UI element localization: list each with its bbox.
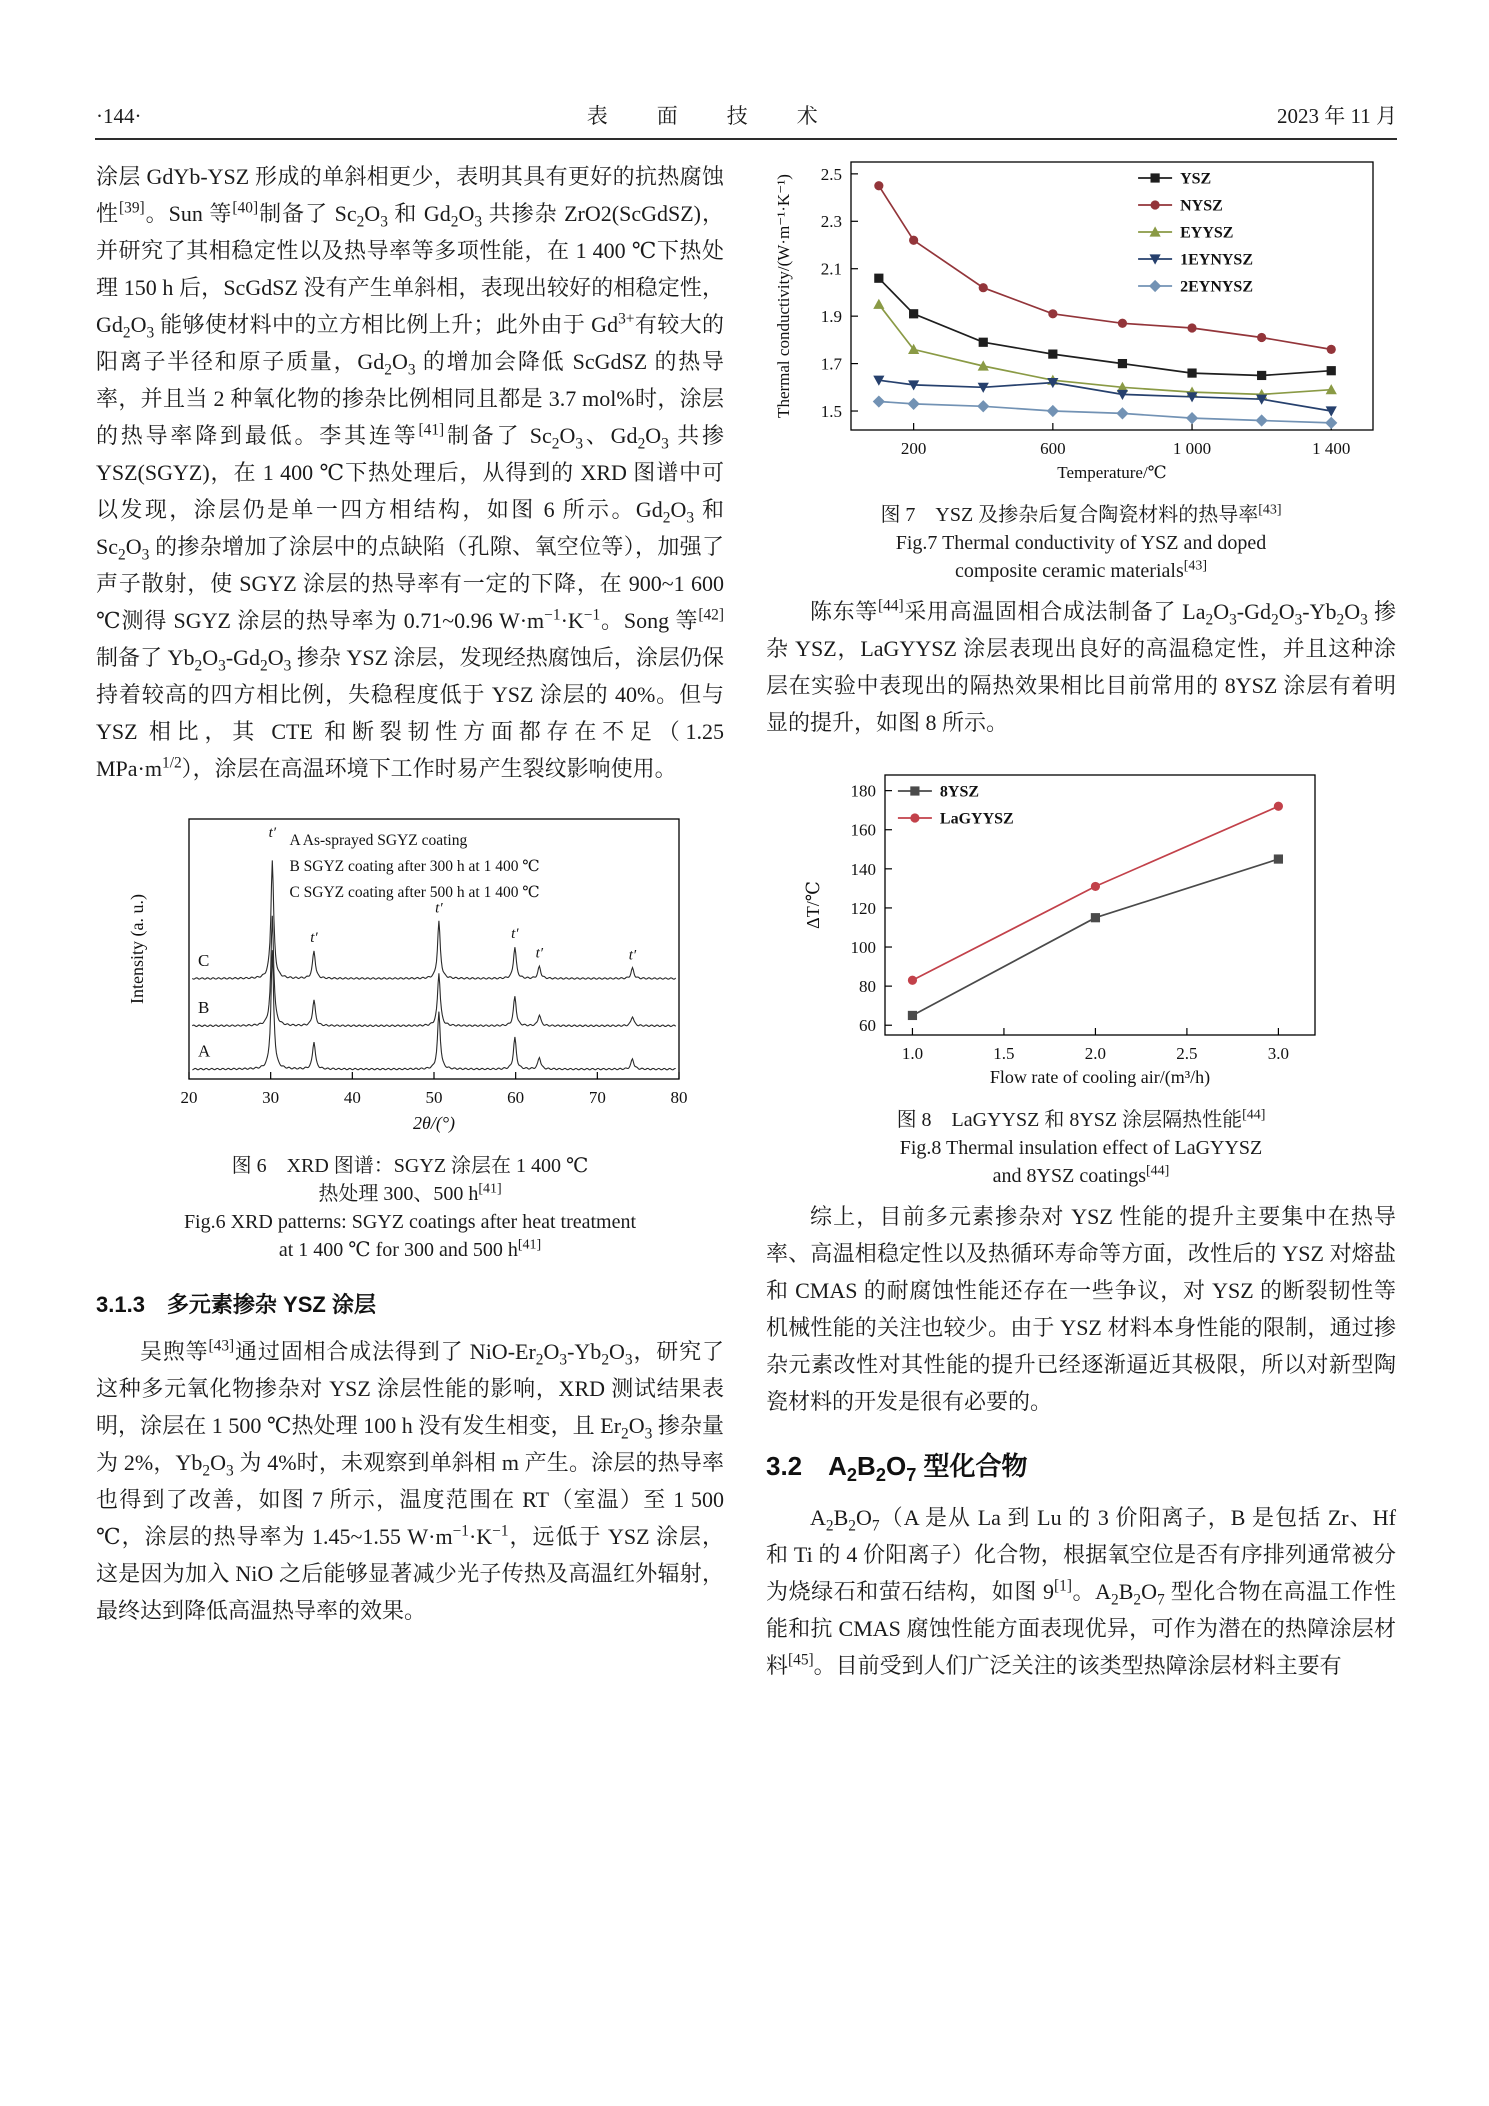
svg-text:180: 180 (850, 781, 876, 801)
paragraph-body-text: 综上，目前多元素掺杂对 YSZ 性能的提升主要集中在热导率、高温相稳定性以及热循环寿命等方面，改性后的 YSZ 对熔盐和 CMAS 的耐腐蚀性能还存在一些争议，对 YSZ 的断裂韧性等机械性能的关注也较少。由于 YSZ 材料本身性能的限制，通过掺杂元素改性对其性能的提升已经逐渐逼近其极限，所以对新型陶瓷材料的开发是很有必要的。 (766, 1204, 1396, 1414)
svg-text:600: 600 (1040, 439, 1066, 458)
svg-text:B SGYZ coating after 300 h at: B SGYZ coating after 300 h at 1 400 ℃ (289, 858, 540, 875)
svg-text:80: 80 (670, 1088, 688, 1107)
svg-text:3.0: 3.0 (1267, 1044, 1290, 1063)
figure-6 (96, 807, 724, 1264)
paragraph-body-text: 涂层 GdYb-YSZ 形成的单斜相更少，表明其具有更好的抗热腐蚀性[39]。Sun 等[40]制备了 $Sc_2O_3$ 和 $Gd_2O_3$ 共掺杂 ZrO2(ScGdSZ)，并研究了其相稳定性以及热导率等多项性能，在 1 400 ℃下热处理 150 h 后，ScGdSZ 没有产生单斜相，表现出较好的相稳定性，$Gd_2O_3$ 能够使材料中的立方相比例上升；此外由于 $Gd^{3+}$有较大的阳离子半径和原子质量，$Gd_2O_3$ 的增加会降低 ScGdSZ 的热导率，并且当 2 种氧化物的掺杂比例相同且都是 3.7 mol%时，涂层的热导率降到最低。李其连等[41]制备了 $Sc_2O_3$、$Gd_2O_3$ 共掺 YSZ(SGYZ)，在 1 400 ℃下热处理后，从得到的 XRD 图谱中可以发现，涂层仍是单一四方相结构，如图 6 所示。$Gd_2O_3$ 和 $Sc_2O_3$ 的掺杂增加了涂层中的点缺陷（孔隙、氧空位等），加强了声子散射，使 SGYZ 涂层的热导率有一定的下降，在 900~1 600 ℃测得 SGYZ 涂层的热导率为 0.71~0.96 $W\cdot m^{-1}\cdot K^{-1}$。Song 等[42]制备了 $Yb_2O_3-Gd_2O_3$ 掺杂 YSZ 涂层，发现经热腐蚀后，涂层仍保持着较高的四方相比例，失稳程度低于 YSZ 涂层的 40%。但与 YSZ 相比，其 CTE 和断裂韧性方面都存在不足（1.25 $MPa\cdot m^{1/2}$），涂层在高温环境下工作时易产生裂纹影响使用。 (96, 164, 724, 781)
fig7-caption-zh: 图 7 YSZ 及掺杂后复合陶瓷材料的热导率[43] (880, 502, 1282, 526)
fig6-xrd-chart (125, 807, 695, 1137)
figure-6-caption (96, 1152, 724, 1264)
svg-text:200: 200 (900, 439, 927, 458)
svg-text:t′: t′ (511, 926, 519, 943)
fig7-thermal-conductivity-chart (771, 150, 1391, 486)
svg-text:NYSZ: NYSZ (1180, 197, 1223, 215)
svg-text:30: 30 (262, 1088, 280, 1107)
header-rule (95, 138, 1397, 140)
svg-text:160: 160 (850, 820, 876, 840)
svg-text:t′: t′ (435, 900, 443, 917)
svg-text:140: 140 (850, 859, 876, 879)
fig8-caption-en-line1: Fig.8 Thermal insulation effect of LaGYYSZ (899, 1137, 1263, 1159)
issue-date: 2023 年 11 月 (1277, 104, 1397, 128)
fig8-thermal-insulation-chart (801, 761, 1361, 1091)
svg-text:EYYSZ: EYYSZ (1180, 224, 1234, 242)
paragraph-body-text: 吴煦等[43]通过固相合成法得到了 NiO-$Er_2O_3-Yb_2O_3$，研究了这种多元氧化物掺杂对 YSZ 涂层性能的影响，XRD 测试结果表明，涂层在 1 500 ℃热处理 100 h 没有发生相变，且 $Er_2O_3$ 掺杂量为 2%，$Yb_2O_3$ 为 4%时，未观察到单斜相 m 产生。涂层的热导率也得到了改善，如图 7 所示，温度范围在 RT（室温）至 1 500 ℃，涂层的热导率为 1.45~1.55 $W\cdot m^{-1}\cdot K^{-1}$，远低于 YSZ 涂层，这是因为加入 NiO 之后能够显著减少光子传热及高温红外辐射，最终达到降低高温热导率的效果。 (96, 1337, 724, 1623)
svg-text:80: 80 (859, 977, 876, 997)
svg-text:2.1: 2.1 (820, 259, 842, 279)
fig6-caption-zh-line1: 图 6 XRD 图谱：SGYZ 涂层在 1 400 ℃ (231, 1155, 589, 1177)
fig6-caption-zh-line2: 热处理 300、500 h[41] (318, 1181, 502, 1205)
fig6-caption-en-line1: Fig.6 XRD patterns: SGYZ coatings after heat treatment (183, 1211, 637, 1233)
fig7-caption-en-line1: Fig.7 Thermal conductivity of YSZ and doped (895, 532, 1267, 554)
svg-text:1.5: 1.5 (820, 401, 842, 421)
svg-text:100: 100 (850, 937, 876, 957)
paragraph-body-text: 陈东等[44]采用高温固相合成法制备了 $La_2O_3-Gd_2O_3-Yb_2O_3$ 掺杂 YSZ，LaGYYSZ 涂层表现出良好的高温稳定性，并且这种涂层在实验中表现出的隔热效果相比目前常用的 8YSZ 涂层有着明显的提升，如图 8 所示。 (766, 597, 1396, 735)
svg-text:20: 20 (180, 1088, 198, 1107)
svg-text:t′: t′ (628, 947, 637, 964)
figure-7-caption (766, 501, 1396, 585)
svg-text:120: 120 (850, 898, 876, 918)
svg-text:C: C (197, 950, 210, 970)
svg-text:60: 60 (507, 1088, 525, 1107)
figure-8-caption (766, 1106, 1396, 1190)
svg-text:t′: t′ (268, 825, 277, 841)
svg-text:1 400: 1 400 (1312, 439, 1351, 458)
svg-text:t′: t′ (310, 929, 318, 946)
svg-text:50: 50 (425, 1088, 443, 1107)
svg-text:Temperature/℃: Temperature/℃ (1057, 463, 1167, 482)
svg-text:2.5: 2.5 (820, 164, 842, 184)
svg-text:2.0: 2.0 (1084, 1044, 1107, 1063)
fig8-caption-zh: 图 8 LaGYYSZ 和 8YSZ 涂层隔热性能[44] (896, 1107, 1266, 1131)
svg-text:1.9: 1.9 (820, 307, 842, 327)
fig7-caption-en-line2: composite ceramic materials[43] (954, 558, 1208, 582)
page-number: ·144· (96, 104, 142, 128)
svg-text:LaGYYSZ: LaGYYSZ (939, 810, 1014, 828)
svg-text:70: 70 (588, 1088, 606, 1107)
paragraph-body-text: $A_2B_2O_7(A$ 是从 La 到 Lu 的 3 价阳离子，B 是包括 Zr、Hf 和 Ti 的 4 价阳离子）化合物，根据氧空位是否有序排列通常被分为烧绿石和萤石结构，如图 9[1]。$A_2B_2O_7$ 型化合物在高温工作性能和抗 CMAS 腐蚀性能方面表现优异，可作为潜在的热障涂层材料[45]。目前受到人们广泛关注的该类型热障涂层材料主要有 (766, 1505, 1396, 1678)
svg-text:YSZ: YSZ (1180, 170, 1212, 188)
svg-text:Flow rate of cooling air/(m³/h: Flow rate of cooling air/(m³/h) (989, 1067, 1211, 1087)
svg-text:A As-sprayed SGYZ coating: A As-sprayed SGYZ coating (289, 832, 468, 849)
svg-text:A: A (197, 1041, 211, 1061)
journal-title: 表 面 技 术 (586, 104, 832, 128)
svg-text:Thermal conductivity/(W·m⁻¹·K⁻: Thermal conductivity/(W·m⁻¹·K⁻¹) (774, 174, 793, 418)
left-column (96, 158, 724, 1629)
figure-7 (766, 150, 1396, 585)
svg-text:Intensity (a. u.): Intensity (a. u.) (127, 894, 147, 1004)
section-heading-3-1-3: 3.1.3 多元素掺杂 YSZ 涂层 (96, 1292, 376, 1317)
svg-text:2.5: 2.5 (1176, 1044, 1198, 1063)
svg-text:t′: t′ (535, 945, 544, 962)
svg-text:2.3: 2.3 (820, 212, 842, 232)
right-column (766, 150, 1396, 1684)
svg-text:2θ/(°): 2θ/(°) (412, 1113, 456, 1133)
svg-text:40: 40 (343, 1088, 361, 1107)
svg-text:1 000: 1 000 (1172, 439, 1212, 458)
fig6-caption-en-line2: at 1 400 ℃ for 300 and 500 h[41] (278, 1237, 542, 1261)
page-header (96, 100, 1397, 130)
svg-text:1.5: 1.5 (993, 1044, 1015, 1063)
svg-text:1.7: 1.7 (820, 354, 842, 374)
svg-text:2EYNYSZ: 2EYNYSZ (1180, 278, 1254, 296)
svg-text:1.0: 1.0 (901, 1044, 924, 1063)
svg-text:ΔT/℃: ΔT/℃ (803, 881, 823, 929)
section-heading-3-2: 3.2 $A_2B_2O_7$ 型化合物 (766, 1451, 1028, 1486)
svg-text:8YSZ: 8YSZ (939, 783, 980, 801)
svg-text:C SGYZ coating after 500 h at: C SGYZ coating after 500 h at 1 400 ℃ (289, 884, 540, 901)
svg-text:B: B (197, 998, 210, 1018)
svg-text:60: 60 (859, 1016, 876, 1036)
svg-text:1EYNYSZ: 1EYNYSZ (1180, 251, 1254, 269)
figure-8 (766, 761, 1396, 1190)
fig8-caption-en-line2: and 8YSZ coatings[44] (992, 1163, 1170, 1187)
